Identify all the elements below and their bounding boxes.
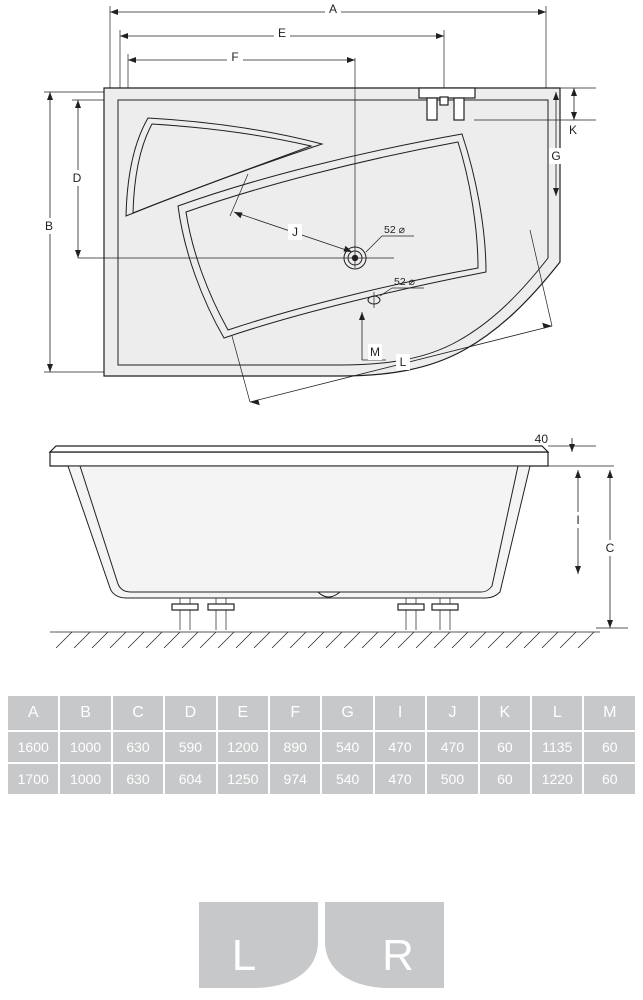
label-J: J (292, 225, 298, 239)
col-header-I: I (375, 696, 425, 730)
cell-r0-E: 1200 (218, 732, 268, 762)
cell-r0-A: 1600 (8, 732, 58, 762)
cell-r0-F: 890 (270, 732, 320, 762)
side-view-tub (50, 446, 600, 648)
label-M: M (370, 345, 380, 359)
floor-hatching (50, 632, 600, 648)
cell-r1-C: 630 (113, 764, 163, 794)
drain-label-1: 52 ⌀ (384, 224, 405, 236)
label-I: I (576, 513, 580, 527)
label-K: K (568, 123, 578, 137)
spec-table-wrapper (6, 694, 637, 796)
label-B: B (44, 219, 54, 233)
label-E: E (277, 26, 287, 40)
cell-r0-D: 590 (165, 732, 215, 762)
cell-r0-L: 1135 (532, 732, 582, 762)
table-row (8, 732, 635, 762)
col-header-F: F (270, 696, 320, 730)
dimension-D (70, 100, 104, 258)
support-legs (172, 598, 458, 630)
cell-r1-D: 604 (165, 764, 215, 794)
dimension-A (110, 2, 546, 88)
dimension-C (596, 470, 628, 628)
col-header-M: M (584, 696, 635, 730)
cell-r1-J: 500 (427, 764, 477, 794)
variant-right[interactable] (325, 902, 444, 988)
table-row (8, 764, 635, 794)
cell-r1-M: 60 (584, 764, 635, 794)
cell-r1-L: 1220 (532, 764, 582, 794)
col-header-J: J (427, 696, 477, 730)
cell-r1-A: 1700 (8, 764, 58, 794)
drain-label-2: 52 ⌀ (394, 276, 415, 288)
dimension-B (42, 92, 104, 372)
cell-r1-B: 1000 (60, 764, 110, 794)
dimension-E (120, 26, 444, 88)
variant-icons (0, 890, 643, 1000)
label-rim-thickness: 40 (534, 432, 548, 446)
label-L: L (399, 355, 407, 369)
variant-left-label: L (231, 931, 257, 980)
label-A: A (328, 2, 338, 16)
cell-r0-M: 60 (584, 732, 635, 762)
col-header-A: A (8, 696, 58, 730)
spec-table (6, 694, 637, 796)
col-header-K: K (480, 696, 530, 730)
dimension-I (571, 470, 585, 574)
label-G: G (551, 149, 561, 163)
cell-r0-K: 60 (480, 732, 530, 762)
variant-right-label: R (382, 931, 414, 980)
label-D: D (72, 171, 82, 185)
cell-r0-B: 1000 (60, 732, 110, 762)
cell-r0-J: 470 (427, 732, 477, 762)
col-header-L: L (532, 696, 582, 730)
top-view-tub (104, 88, 560, 376)
dimension-F (128, 50, 355, 88)
cell-r1-I: 470 (375, 764, 425, 794)
cell-r1-G: 540 (322, 764, 372, 794)
label-F: F (231, 50, 239, 64)
spec-table-header-row (8, 696, 635, 730)
label-C: C (605, 541, 615, 555)
cell-r1-F: 974 (270, 764, 320, 794)
cell-r1-K: 60 (480, 764, 530, 794)
col-header-C: C (113, 696, 163, 730)
col-header-B: B (60, 696, 110, 730)
cell-r0-G: 540 (322, 732, 372, 762)
cell-r0-C: 630 (113, 732, 163, 762)
variant-left[interactable] (199, 902, 318, 988)
cell-r0-I: 470 (375, 732, 425, 762)
col-header-D: D (165, 696, 215, 730)
col-header-E: E (218, 696, 268, 730)
col-header-G: G (322, 696, 372, 730)
cell-r1-E: 1250 (218, 764, 268, 794)
